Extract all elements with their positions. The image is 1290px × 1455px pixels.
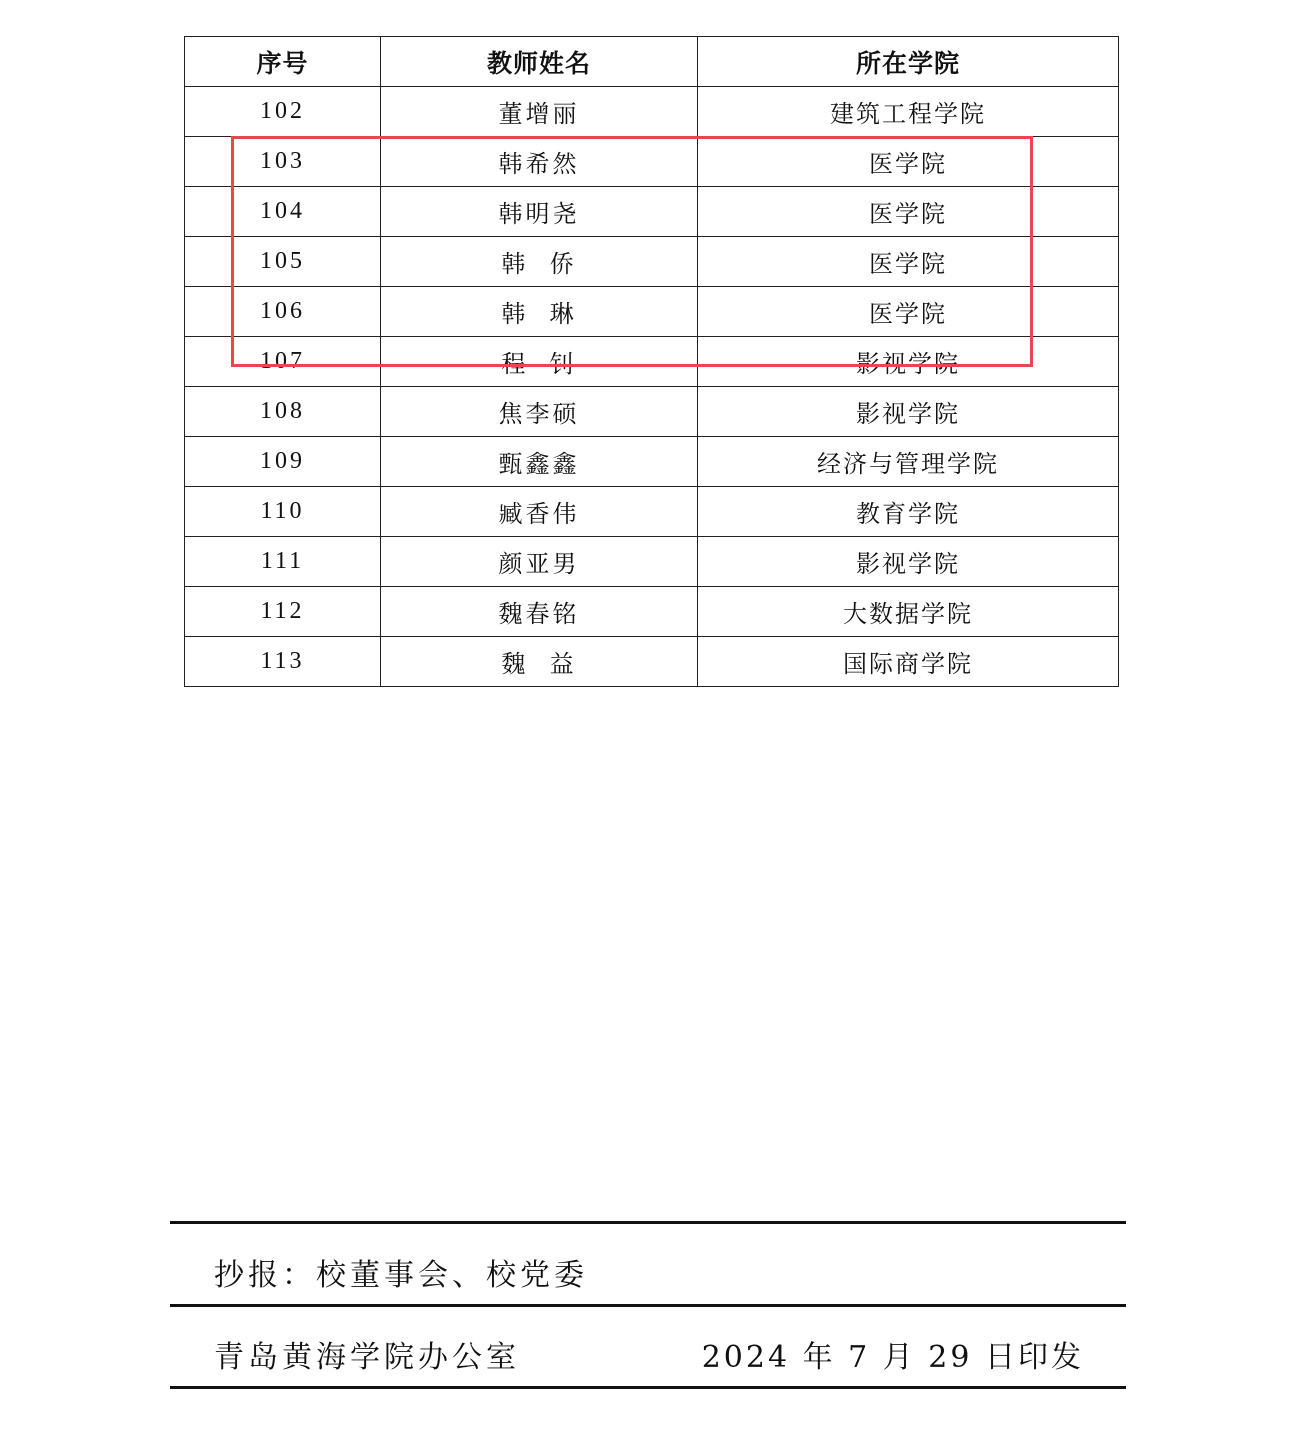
row-teacher-name: 颜亚男	[381, 537, 698, 587]
table-row	[185, 437, 1119, 487]
row-college: 影视学院	[698, 537, 1119, 587]
table-row	[185, 87, 1119, 137]
row-teacher-name: 韩明尧	[381, 187, 698, 237]
table-row	[185, 237, 1119, 287]
row-college: 影视学院	[698, 337, 1119, 387]
row-college: 建筑工程学院	[698, 87, 1119, 137]
footer-bottom-rule	[170, 1386, 1126, 1389]
header-college: 所在学院	[698, 37, 1119, 87]
table-row	[185, 387, 1119, 437]
row-number: 112	[185, 587, 381, 637]
row-number: 102	[185, 87, 381, 137]
row-college: 影视学院	[698, 387, 1119, 437]
row-teacher-name: 韩 侨	[381, 237, 698, 287]
issuer-name: 青岛黄海学院办公室	[214, 1340, 520, 1375]
row-teacher-name: 甄鑫鑫	[381, 437, 698, 487]
row-number: 107	[185, 337, 381, 387]
row-teacher-name: 董增丽	[381, 87, 698, 137]
table-row	[185, 487, 1119, 537]
cc-line: 抄报：校董事会、校党委	[214, 1258, 588, 1293]
row-number: 103	[185, 137, 381, 187]
table-row	[185, 137, 1119, 187]
row-teacher-name: 臧香伟	[381, 487, 698, 537]
row-number: 111	[185, 537, 381, 587]
row-number: 105	[185, 237, 381, 287]
footer-middle-rule	[170, 1304, 1126, 1307]
row-number: 110	[185, 487, 381, 537]
row-teacher-name: 焦李硕	[381, 387, 698, 437]
row-number: 113	[185, 637, 381, 687]
row-teacher-name: 魏 益	[381, 637, 698, 687]
row-college: 医学院	[698, 287, 1119, 337]
row-number: 108	[185, 387, 381, 437]
table-row	[185, 187, 1119, 237]
header-number: 序号	[185, 37, 381, 87]
teacher-table	[184, 36, 1119, 687]
table-header-row	[185, 37, 1119, 87]
row-teacher-name: 韩 琳	[381, 287, 698, 337]
row-college: 教育学院	[698, 487, 1119, 537]
row-college: 医学院	[698, 237, 1119, 287]
row-college: 大数据学院	[698, 587, 1119, 637]
table-row	[185, 537, 1119, 587]
row-number: 109	[185, 437, 381, 487]
row-teacher-name: 韩希然	[381, 137, 698, 187]
row-college: 国际商学院	[698, 637, 1119, 687]
row-teacher-name: 程 钊	[381, 337, 698, 387]
row-number: 106	[185, 287, 381, 337]
header-teacher-name: 教师姓名	[381, 37, 698, 87]
row-number: 104	[185, 187, 381, 237]
row-college: 医学院	[698, 187, 1119, 237]
table-row	[185, 337, 1119, 387]
issue-date: 2024 年 7 月 29 日印发	[701, 1340, 1084, 1375]
row-college: 经济与管理学院	[698, 437, 1119, 487]
table-row	[185, 637, 1119, 687]
table-row	[185, 287, 1119, 337]
row-college: 医学院	[698, 137, 1119, 187]
table-row	[185, 587, 1119, 637]
footer-top-rule	[170, 1221, 1126, 1224]
row-teacher-name: 魏春铭	[381, 587, 698, 637]
